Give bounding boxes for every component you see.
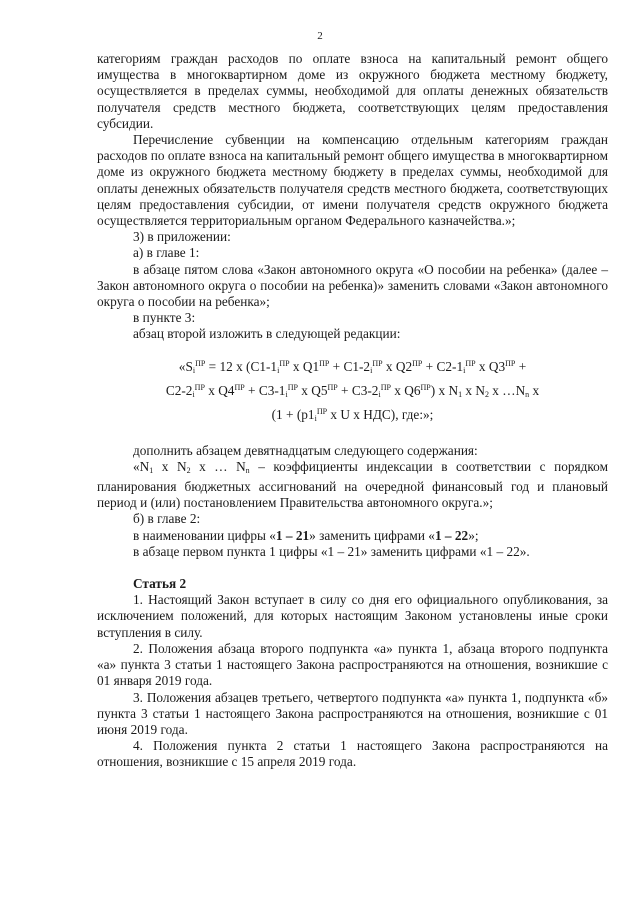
p11-part-a: в наименовании цифры « [133, 527, 276, 543]
formula-line-2: $C2-2_i^{ПР}$ x $Q4^{ПР} + C3-1_i^{ПР}$ x $Q5^{ПР} + C3-2_i^{ПР}$ x $Q6^{ПР}$) x $N_1$ x $N_2$ x $\dots N_n$ x [165, 382, 540, 399]
p11-part-b: 1 – 21 [275, 527, 310, 543]
p11-part-e: »; [468, 527, 479, 543]
paragraph-12: в абзаце первом пункта 1 цифры «1 – 21» заменить цифрами «1 – 22». [133, 543, 530, 559]
article-2-title: Статья 2 [133, 576, 187, 592]
paragraph-2: Перечисление субвенции на компенсацию отдельным категориям граждан расходов по оплате взноса на капитальный ремонт общего имущества в многоквартирном доме из окружного бюджета местному бюджету в пределах суммы, необходимой для оплаты денежных обязательств получателя средств местного бюджета, соответствующих целям предоставления субсидии, от имени получателя средств окружного бюджета осуществляется территориальным органом Федерального казначейства.»; [97, 132, 608, 229]
document-body [97, 51, 608, 771]
p11-part-d: 1 – 22 [434, 527, 469, 543]
paragraph-9-text: – коэффициенты индексации в соответствии с порядком планирования бюджетных ассигнований на очередной финансовый год и плановый период и (или) постановлением Правительства автономного округа.»; [97, 458, 608, 511]
paragraph-4: а) в главе 1: [133, 245, 200, 261]
paragraph-8: дополнить абзацем девятнадцатым следующего содержания: [133, 442, 478, 458]
p11-part-c: » заменить цифрами « [309, 527, 435, 543]
paragraph-10: б) в главе 2: [133, 511, 201, 527]
formula-line-3: ($1 + (p1_i^{ПР}$ x U x НДС), где:»; [271, 406, 434, 423]
page-number: 2 [317, 30, 323, 42]
article-2-item-4: 4. Положения пункта 2 статьи 1 настоящего Закона распространяются на отношения, возникшие с 15 апреля 2019 года. [97, 738, 608, 770]
formula-line-1: «$S_i^{ПР} = 12$ x ($C1-1_i^{ПР}$ x $Q1^{ПР} + C1-2_i^{ПР}$ x $Q2^{ПР} + C2-1_i^{ПР}$ x $Q3^{ПР}$ + [178, 358, 527, 375]
paragraph-3: 3) в приложении: [133, 229, 231, 245]
paragraph-9: «$N_1$ x $N_2$ x … $N_n$ – коэффициенты индексации в соответствии с порядком планирования бюджетных ассигнований на очередной финансовый год и плановый период и (или) постановлением Правительства автономного округа.»; [97, 458, 608, 511]
formula [97, 355, 608, 427]
paragraph-5: в абзаце пятом слова «Закон автономного округа «О пособии на ребенка» (далее – Закон автономного округа о пособии на ребенка)» заменить словами «Закон автономного округа о пособии на ребенка»; [97, 261, 608, 310]
article-2-item-1: 1. Настоящий Закон вступает в силу со дня его официального опубликования, за исключением положений, для которых настоящим Законом установлены иные сроки вступления в силу. [97, 592, 608, 640]
paragraph-1: категориям граждан расходов по оплате взноса на капитальный ремонт общего имущества в многоквартирном доме из окружного бюджета местному бюджету, осуществляется в пределах суммы, необходимой для оплаты денежных обязательств получателя средств местного бюджета, соответствующих целям предоставления субсидии. [97, 51, 608, 131]
paragraph-6: в пункте 3: [133, 310, 196, 326]
paragraph-7: абзац второй изложить в следующей редакции: [133, 326, 401, 342]
article-2-item-3: 3. Положения абзацев третьего, четвертого подпункта «а» пункта 1, подпункта «б» пункта 3 статьи 1 настоящего Закона распространяются на отношения, возникшие с 01 июня 2019 года. [97, 689, 608, 737]
paragraph-11 [97, 528, 608, 544]
article-2-item-2: 2. Положения абзаца второго подпункта «а» пункта 1, абзаца второго подпункта «а» пункта 3 статьи 1 настоящего Закона распространяются на отношения, возникшие с 01 января 2019 года. [97, 640, 608, 689]
